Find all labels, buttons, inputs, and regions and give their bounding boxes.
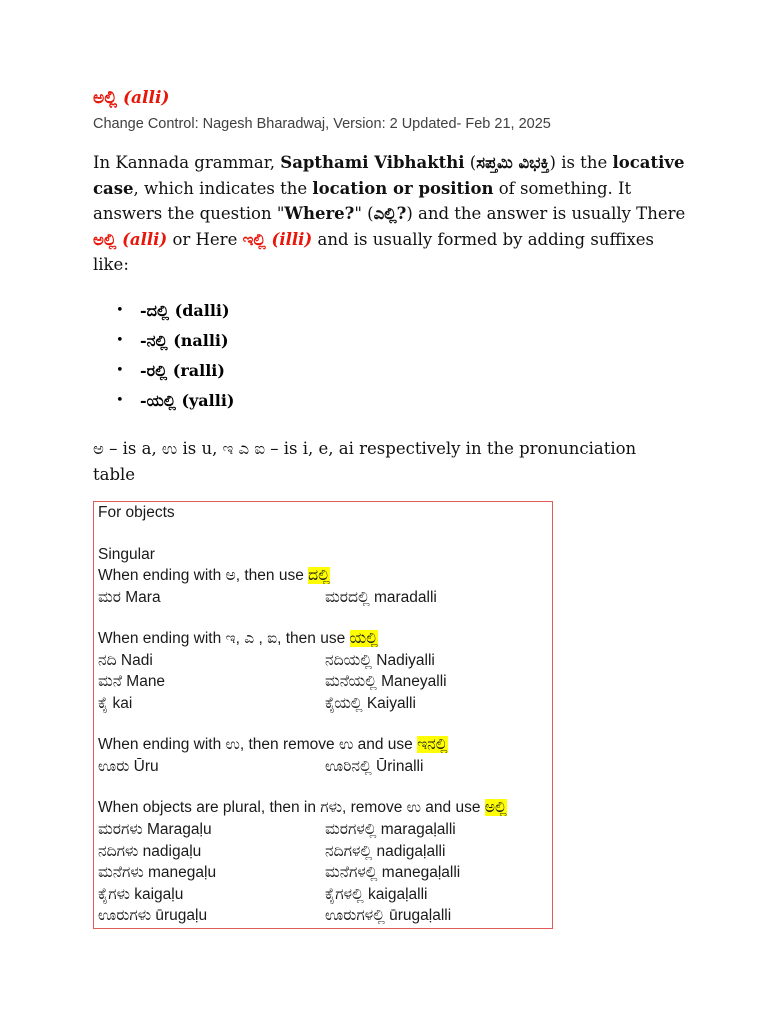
there-word <box>93 230 167 249</box>
intro-text: , which indicates the <box>133 178 313 198</box>
example-word: ಊರು Ūru <box>98 758 159 775</box>
box-heading: For objects <box>98 504 175 521</box>
rule-plural <box>98 797 507 818</box>
title-kannada: ಅಲ್ಲಿ <box>93 88 118 108</box>
pronunciation-note: ಅ – is a, ಉ is u, ಇ ಎ ಐ – is i, e, ai respectively in the pronunciation table <box>93 439 637 484</box>
rule-text: When objects are plural, then in ಗಳು, remove ಉ and use <box>98 799 485 816</box>
example-word: ಮರಗಳು Maragaḷu <box>98 821 212 838</box>
example-word: ನದಿಗಳು nadigaḷu <box>98 843 202 860</box>
intro-text: In Kannada grammar, <box>93 153 281 172</box>
rule-ending-u <box>98 734 448 755</box>
highlighted-suffix: ಇನಲ್ಲಿ <box>417 736 448 753</box>
suffix-item: • -ನಲ್ಲಿ (nalli) <box>110 328 234 358</box>
intro-bold: Where? <box>284 204 355 223</box>
here-kannada: ಇಲ್ಲಿ <box>242 229 266 249</box>
change-control: Change Control: Nagesh Bharadwaj, Version: 2 Updated- Feb 21, 2025 <box>93 116 551 132</box>
example-word: ಊರುಗಳು ūrugaḷu <box>98 907 208 924</box>
intro-text: ) and the answer is usually There <box>406 204 686 223</box>
rule-text: When ending with ಉ, then remove ಉ and use <box>98 736 418 753</box>
objects-box <box>93 501 553 929</box>
example-locative: ಮರಗಳಲ್ಲಿ maragaḷalli <box>325 821 456 838</box>
example-locative: ಮನೆಯಲ್ಲಿ Maneyalli <box>325 673 447 690</box>
intro-bold: locative case <box>93 153 685 198</box>
example-word: ಮರ Mara <box>98 589 161 606</box>
intro-text: ) is the <box>549 153 613 172</box>
example-word: ಮನೆಗಳು manegaḷu <box>98 864 217 881</box>
there-latin: (alli) <box>122 229 168 249</box>
singular-heading: Singular <box>98 546 155 563</box>
highlighted-suffix: ದಲ್ಲಿ <box>308 567 330 584</box>
here-word <box>243 230 313 249</box>
suffix-list <box>110 298 234 418</box>
intro-text: " ( <box>354 204 374 223</box>
suffix-item: • -ರಲ್ಲಿ (ralli) <box>110 358 234 388</box>
page-title <box>93 88 169 108</box>
example-word: ಕೈ kai <box>98 695 133 712</box>
title-latin: (alli) <box>122 88 170 108</box>
suffix-item: • -ದಲ್ಲಿ (dalli) <box>110 298 234 328</box>
example-word: ನದಿ Nadi <box>98 652 153 669</box>
example-locative: ಕೈಯಲ್ಲಿ Kaiyalli <box>325 695 416 712</box>
suffix-item: • -ಯಲ್ಲಿ (yalli) <box>110 388 234 418</box>
example-locative: ನದಿಗಳಲ್ಲಿ nadigaḷalli <box>325 843 446 860</box>
here-latin: (illi) <box>271 229 313 249</box>
example-locative: ಕೈಗಳಲ್ಲಿ kaigaḷalli <box>325 886 428 903</box>
example-word: ಕೈಗಳು kaigaḷu <box>98 886 184 903</box>
intro-text: of something. It answers the question " <box>93 178 632 223</box>
example-locative: ನದಿಯಲ್ಲಿ Nadiyalli <box>325 652 435 669</box>
highlighted-suffix: ಅಲ್ಲಿ <box>484 799 507 816</box>
example-locative: ಊರುಗಳಲ್ಲಿ ūrugaḷalli <box>325 907 452 924</box>
example-word: ಮನೆ Mane <box>98 673 166 690</box>
example-locative: ಊರಿನಲ್ಲಿ Ūrinalli <box>325 758 424 775</box>
intro-paragraph <box>93 150 693 278</box>
example-locative: ಮರದಲ್ಲಿ maradalli <box>325 589 437 606</box>
there-kannada: ಅಲ್ಲಿ <box>93 229 117 249</box>
intro-bold: Sapthami Vibhakthi <box>280 153 465 172</box>
intro-text: and is usually formed by adding suffixes like: <box>93 229 654 274</box>
intro-bold: ಎಲ್ಲಿ? <box>373 204 407 223</box>
example-locative: ಮನೆಗಳಲ್ಲಿ manegaḷalli <box>325 864 461 881</box>
rule-ending-i-e-ai <box>98 628 378 649</box>
rule-text: When ending with ಅ, then use <box>98 567 309 584</box>
rule-text: When ending with ಇ, ಎ , ಐ, then use <box>98 630 350 647</box>
intro-bold: location or position <box>312 178 494 198</box>
rule-ending-a <box>98 565 330 586</box>
highlighted-suffix: ಯಲ್ಲಿ <box>349 630 378 647</box>
intro-bold: ಸಪ್ತಮಿ ವಿಭಕ್ತಿ <box>476 153 550 172</box>
intro-text: or Here <box>167 229 243 249</box>
intro-text: ( <box>464 153 477 172</box>
